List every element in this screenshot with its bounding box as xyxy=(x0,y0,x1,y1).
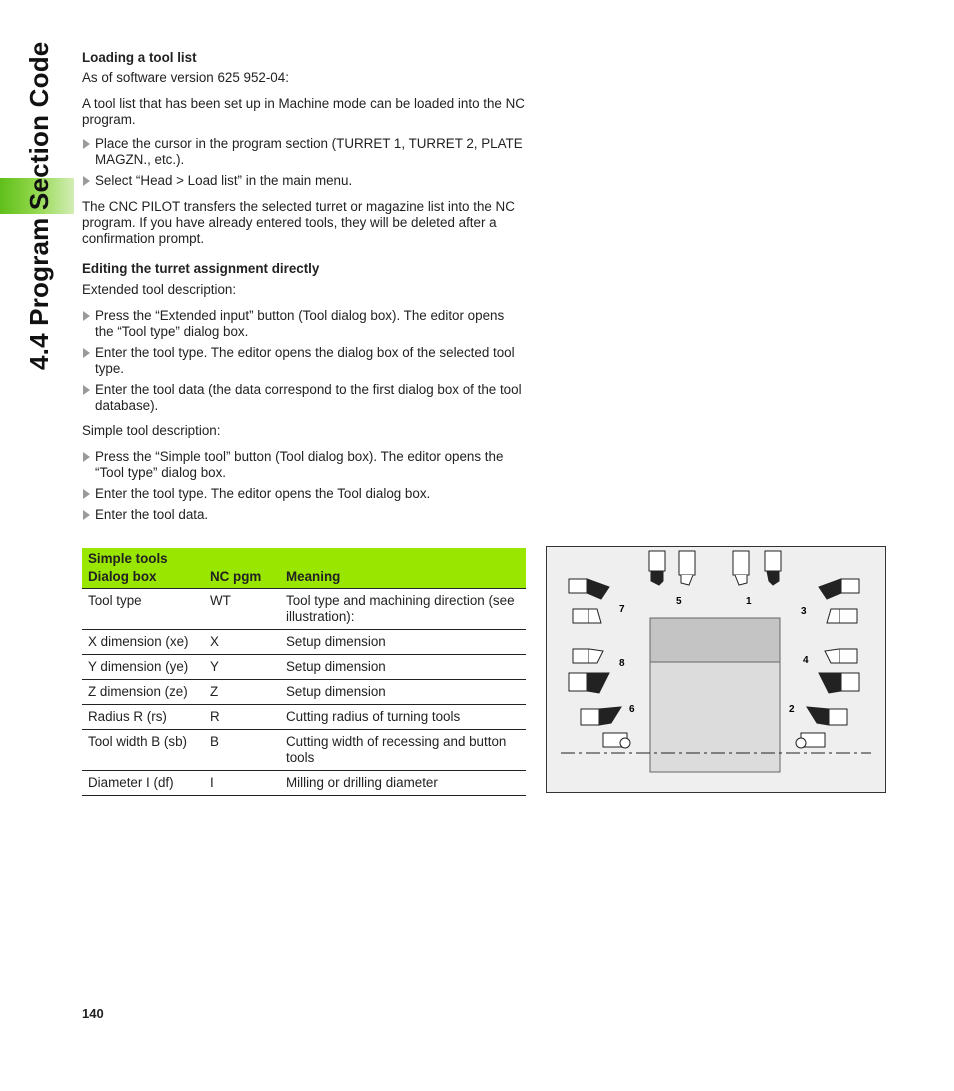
heading-editing: Editing the turret assignment directly xyxy=(82,261,320,276)
step-item: Press the “Simple tool” button (Tool dialog box). The editor opens the “Tool type” dialog box. xyxy=(82,449,526,481)
arrow-right-icon xyxy=(83,311,90,321)
column-header: Meaning xyxy=(280,568,526,589)
step-item: Enter the tool data (the data correspond to the first dialog box of the tool database). xyxy=(82,382,526,414)
version-note: As of software version 625 952-04: xyxy=(82,70,289,85)
table-row: Tool width B (sb) B Cutting width of recessing and button tools xyxy=(82,730,526,771)
workpiece-body xyxy=(650,662,780,772)
tool-direction-illustration xyxy=(546,546,886,793)
direction-label: 1 xyxy=(746,596,752,607)
arrow-right-icon xyxy=(83,348,90,358)
column-header: NC pgm xyxy=(204,568,280,589)
table-row: Radius R (rs) R Cutting radius of turning tools xyxy=(82,705,526,730)
simple-label: Simple tool description: xyxy=(82,423,221,438)
table-row: Z dimension (ze) Z Setup dimension xyxy=(82,680,526,705)
arrow-right-icon xyxy=(83,176,90,186)
table-caption: Simple tools xyxy=(82,548,526,568)
column-header: Dialog box xyxy=(82,568,204,589)
loading-outro: The CNC PILOT transfers the selected turret or magazine list into the NC program. If you have already entered tools, they will be deleted after a confirmation prompt. xyxy=(82,199,515,246)
arrow-right-icon xyxy=(83,385,90,395)
table-row: Tool type WT Tool type and machining direction (see illustration): xyxy=(82,589,526,630)
direction-label: 7 xyxy=(619,604,625,615)
direction-label: 4 xyxy=(803,655,809,666)
direction-label: 8 xyxy=(619,658,625,669)
step-item: Place the cursor in the program section (TURRET 1, TURRET 2, PLATE MAGZN., etc.). xyxy=(82,136,526,168)
heading-loading: Loading a tool list xyxy=(82,50,197,65)
arrow-right-icon xyxy=(83,452,90,462)
direction-label: 6 xyxy=(629,704,635,715)
page-number: 140 xyxy=(82,1006,104,1021)
step-item: Press the “Extended input” button (Tool dialog box). The editor opens the “Tool type” dialog box. xyxy=(82,308,526,340)
direction-label: 2 xyxy=(789,704,795,715)
arrow-right-icon xyxy=(83,510,90,520)
loading-intro: A tool list that has been set up in Machine mode can be loaded into the NC program. xyxy=(82,96,525,127)
step-item: Enter the tool type. The editor opens the Tool dialog box. xyxy=(82,486,526,502)
step-item: Enter the tool data. xyxy=(82,507,526,523)
workpiece-top xyxy=(650,618,780,662)
table-row: X dimension (xe) X Setup dimension xyxy=(82,630,526,655)
tool-holder-icon xyxy=(649,551,781,585)
step-item: Select “Head > Load list” in the main menu. xyxy=(82,173,526,189)
main-content xyxy=(82,50,526,523)
section-title: 4.4 Program Section Code xyxy=(24,41,54,370)
arrow-right-icon xyxy=(83,489,90,499)
table-row: Diameter I (df) I Milling or drilling diameter xyxy=(82,771,526,796)
arrow-right-icon xyxy=(83,139,90,149)
simple-tools-table xyxy=(82,548,526,796)
table-row: Y dimension (ye) Y Setup dimension xyxy=(82,655,526,680)
direction-label: 5 xyxy=(676,596,682,607)
direction-label: 3 xyxy=(801,606,807,617)
extended-label: Extended tool description: xyxy=(82,282,237,297)
step-item: Enter the tool type. The editor opens the dialog box of the selected tool type. xyxy=(82,345,526,377)
